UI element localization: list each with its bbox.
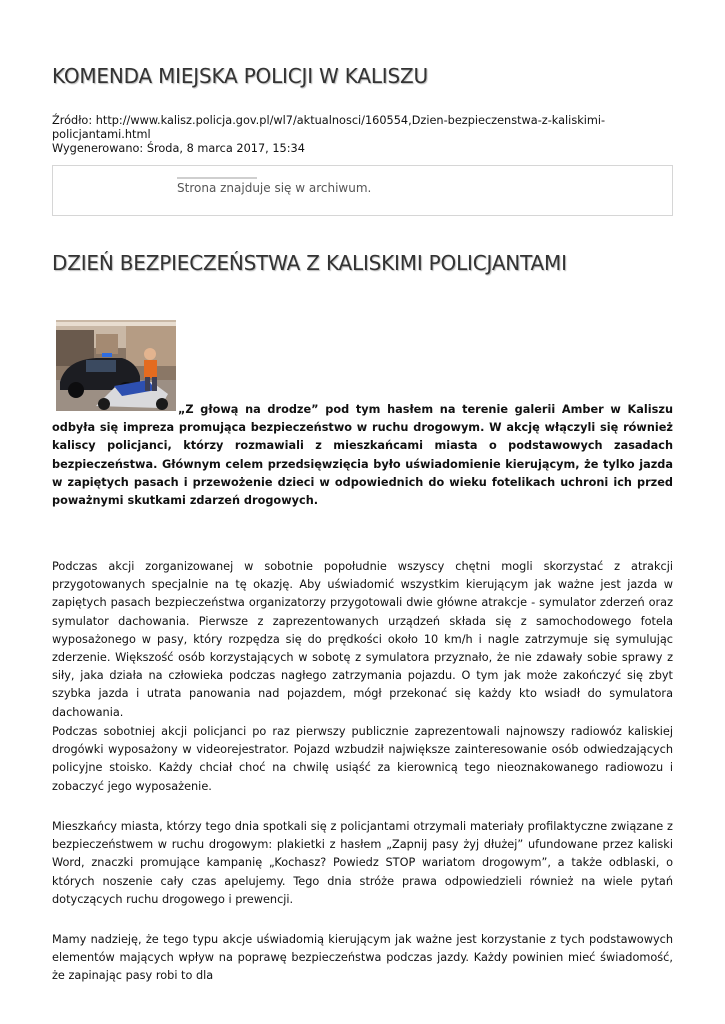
archive-notice: Strona znajduje się w archiwum. [177,181,372,195]
article-title: DZIEŃ BEZPIECZEŃSTWA Z KALISKIMI POLICJANTAMI [52,251,567,275]
article-paragraph: Podczas akcji zorganizowanej w sobotnie popołudnie wszyscy chętni mogli skorzystać z atrakcji przygotowanych specjalnie na tę okazję. Aby uświadomić wszystkim kierującym jak ważne jest jazda w zapiętych pasach bezpieczeństwa organizatorzy przygotowali dwie główne atrakcje - symulator zderzeń oraz symulator dachowania. Pierwsze z zaprezentowanych urządzeń składa się z samochodowego fotela wyposażonego w pasy, który rozpędza się do prędkości około 10 km/h i nagle zatrzymuje się symulując zderzenie. Większość osób korzystających w sobotę z symulatora przyznało, że nie zdawały sobie sprawy z siły, jaka działa na człowieka podczas nagłego zatrzymania pojazdu. O tym jak może zakończyć się zbyt szybka jazda i utrata panowania nad pojazdem, mógł przekonać się każdy kto wsiadł do symulatora dachowania. [52,560,673,719]
generated-line: Wygenerowano: Środa, 8 marca 2017, 15:34 [52,142,305,155]
article-photo [56,320,176,411]
archive-notice-box [52,165,673,216]
site-title: KOMENDA MIEJSKA POLICJI W KALISZU [52,64,428,88]
article-paragraph: Podczas sobotniej akcji policjanci po raz pierwszy publicznie zaprezentowali najnowszy radiowóz kaliskiej drogówki wyposażony w videorejestrator. Pojazd wzbudził największe zainteresowanie osób odwiedzających policyjne stoisko. Każdy chciał choć na chwilę usiąść za kierownicą tego nieoznakowanego radiowozu i zobaczyć jego wyposażenie. [52,725,673,793]
article-lead: „Z głową na drodze” pod tym hasłem na terenie galerii Amber w Kaliszu odbyła się impreza promująca bezpieczeństwo w ruchu drogowym. W akcję włączyli się również kaliscy policjanci, którzy rozmawiali z mieszkańcami miasta o podstawowych zasadach bezpieczeństwa. Głównym celem przedsięwzięcia było uświadomienie kierującym, że tylko jazda w zapiętych pasach i przewożenie dzieci w odpowiednich do wieku fotelikach uchroni ich przed poważnymi skutkami zdarzeń drogowych. [52,403,673,508]
archive-divider [177,177,257,179]
article-paragraph: Mamy nadzieję, że tego typu akcje uświadomią kierującym jak ważne jest korzystanie z tych podstawowych elementów mających wpływ na poprawę bezpieczeństwa podczas jazdy. Każdy powinien mieć świadomość, że zapinając pasy robi to dla [52,933,673,983]
document-meta [52,114,673,156]
article-paragraph: Mieszkańcy miasta, którzy tego dnia spotkali się z policjantami otrzymali materiały profilaktyczne związane z bezpieczeństwem w ruchu drogowym: plakietki z hasłem „Zapnij pasy żyj dłużej” ufundowane przez kaliski Word, znaczki promujące kampanię „Kochasz? Powiedz STOP wariatom drogowym”, a także odblaski, o których noszenie cały czas apelujemy. Tego dnia stróże prawa odpowiedzieli również na wiele pytań dotyczących ruchu drogowego i prewencji. [52,820,673,906]
source-line: Źródło: http://www.kalisz.policja.gov.pl/wl7/aktualnosci/160554,Dzien-bezpieczenstwa-z-kaliskimi-policjantami.html [52,114,606,141]
